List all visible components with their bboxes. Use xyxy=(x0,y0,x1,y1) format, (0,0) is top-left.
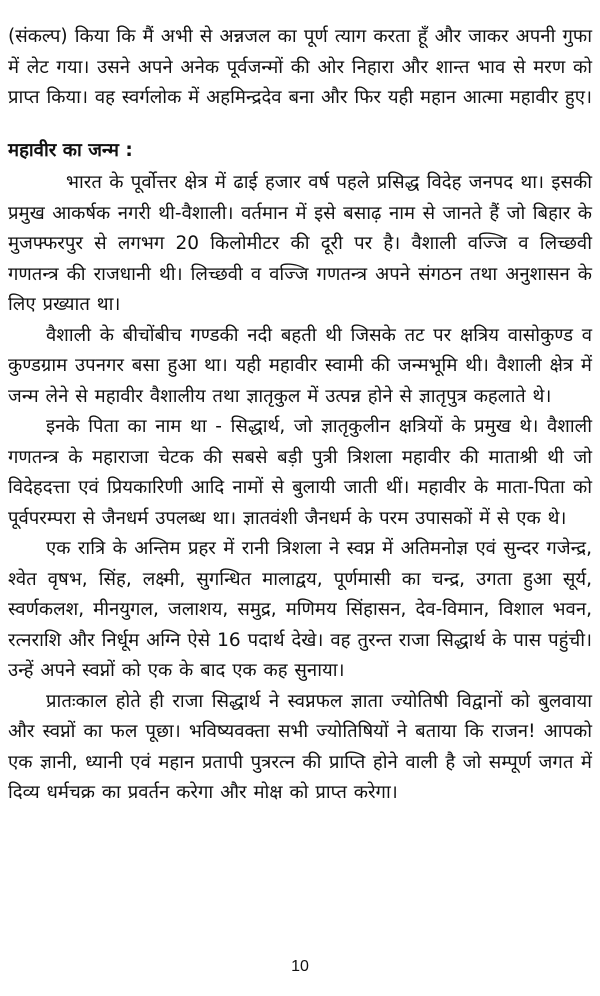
paragraph-swapnafal: प्रातःकाल होते ही राजा सिद्धार्थ ने स्वप्नफल ज्ञाता ज्योतिषी विद्वानों को बुलवाया और स्वप्नों का फल पूछा। भविष्यवक्ता सभी ज्योतिषियों ने बताया कि राजन! आपको एक ज्ञानी, ध्यानी एवं महान प्रतापी पुत्ररत्न की प्राप्ति होने वाली है जो सम्पूर्ण जगत में दिव्य धर्मचक्र का प्रवर्तन करेगा और मोक्ष को प्राप्त करेगा। xyxy=(8,690,592,803)
paragraph-trishala-swapna: एक रात्रि के अन्तिम प्रहर में रानी त्रिशला ने स्वप्न में अतिमनोज्ञ एवं सुन्दर गजेन्द्र, श्वेत वृषभ, सिंह, लक्ष्मी, सुगन्धित मालाद्वय, पूर्णमासी का चन्द्र, उगता हुआ सूर्य, स्वर्णकलश, मीनयुगल, जलाशय, समुद्र, मणिमय सिंहासन, देव-विमान, विशाल भवन, रत्नराशि और निर्धूम अग्नि ऐसे 16 पदार्थ देखे। वह तुरन्त राजा सिद्धार्थ के पास पहुंची। उन्हें अपने स्वप्नों को एक के बाद एक कह सुनाया। xyxy=(8,538,592,681)
paragraph-pita-siddharth: इनके पिता का नाम था - सिद्धार्थ, जो ज्ञातृकुलीन क्षत्रियों के प्रमुख थे। वैशाली गणतन्त्र के महाराजा चेटक की सबसे बड़ी पुत्री त्रिशला महावीर की माताश्री थी जो विदेहदत्ता एवं प्रियकारिणी आदि नामों से बुलायी जाती थीं। महावीर के माता-पिता को पूर्वपरम्परा से जैनधर्म उपलब्ध था। ज्ञातवंशी जैनधर्म के परम उपासकों में से एक थे। xyxy=(8,416,592,529)
paragraph-bharat-videh: भारत के पूर्वोत्तर क्षेत्र में ढाई हजार वर्ष पहले प्रसिद्ध विदेह जनपद था। इसकी प्रमुख आकर्षक नगरी थी-वैशाली। वर्तमान में इसे बसाढ़ नाम से जानते हैं जो बिहार के मुजफ्फरपुर से लगभग 20 किलोमीटर की दूरी पर है। वैशाली वज्जि व लिच्छवी गणतन्त्र की राजधानी थी। लिच्छवी व वज्जि गणतन्त्र अपने संगठन तथा अनुशासन के लिए प्रख्यात था। xyxy=(8,172,592,315)
section-heading-mahavir-janm: महावीर का जन्म : xyxy=(8,139,133,161)
page-number: 10 xyxy=(291,958,309,975)
paragraph-vaishali-gandaki: वैशाली के बीचोंबीच गण्डकी नदी बहती थी जिसके तट पर क्षत्रिय वासोकुण्ड व कुण्डग्राम उपनगर बसा हुआ था। यही महावीर स्वामी की जन्मभूमि थी। वैशाली क्षेत्र में जन्म लेने से महावीर वैशालीय तथा ज्ञातृकुल में उत्पन्न होने से ज्ञातृपुत्र कहलाते थे। xyxy=(8,324,592,407)
paragraph-sankalp: (संकल्प) किया कि मैं अभी से अन्नजल का पूर्ण त्याग करता हूँ और जाकर अपनी गुफा में लेट गया। उसने अपने अनेक पूर्वजन्मों की ओर निहारा और शान्त भाव से मरण को प्राप्त किया। वह स्वर्गलोक में अहमिन्द्रदेव बना और फिर यही महान आत्मा महावीर हुए। xyxy=(8,26,592,108)
